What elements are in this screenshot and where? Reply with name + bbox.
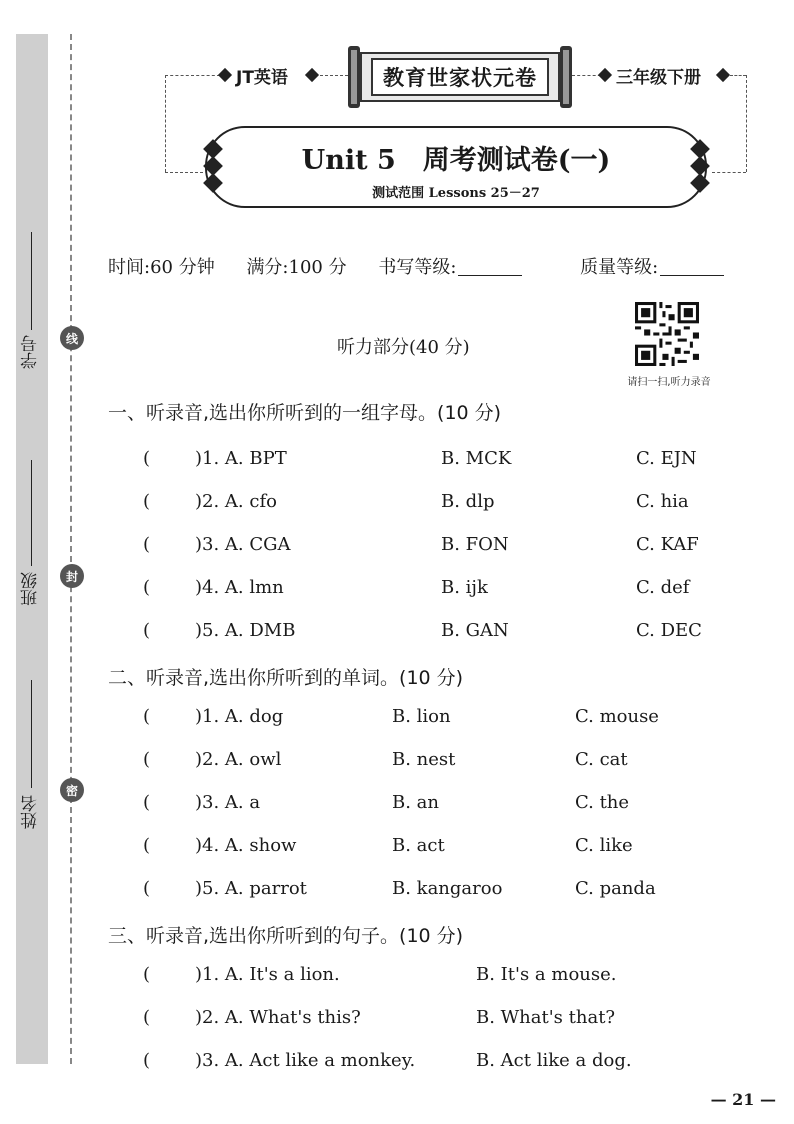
cut-line <box>70 34 72 1064</box>
answer-blank[interactable]: ( <box>143 749 151 770</box>
option-a: )2. A. What's this? <box>195 1007 361 1028</box>
diamond-icon <box>598 68 612 82</box>
student-id-blank[interactable] <box>31 232 32 330</box>
header-dash-left <box>165 75 220 76</box>
option-b: B. act <box>392 835 445 856</box>
option-b: B. It's a mouse. <box>476 964 617 985</box>
name-label: 姓名 <box>21 795 41 829</box>
brand-title: 教育世家状元卷 <box>371 58 549 96</box>
seal-feng: 封 <box>60 564 84 588</box>
header-dash-right <box>730 75 746 76</box>
option-a: )1. A. It's a lion. <box>195 964 340 985</box>
seal-xian: 线 <box>60 326 84 350</box>
option-b: B. nest <box>392 749 456 770</box>
question-2-title: 二、听录音,选出你所听到的单词。(10 分) <box>108 667 464 689</box>
option-b: B. GAN <box>441 620 509 641</box>
binding-margin <box>16 34 48 1064</box>
answer-blank[interactable]: ( <box>143 835 151 856</box>
option-a: )3. A. Act like a monkey. <box>195 1050 416 1071</box>
option-a: )5. A. parrot <box>195 878 307 899</box>
option-b: B. ijk <box>441 577 488 598</box>
option-b: B. MCK <box>441 448 512 469</box>
writing-grade-label: 书写等级: <box>378 257 457 278</box>
header-dash-right-low <box>712 172 746 173</box>
option-a: )4. A. show <box>195 835 297 856</box>
answer-blank[interactable]: ( <box>143 534 151 555</box>
class-blank[interactable] <box>31 460 32 566</box>
seal-mi: 密 <box>60 778 84 802</box>
scroll-rod-left <box>348 46 360 108</box>
option-a: )1. A. BPT <box>195 448 287 469</box>
option-c: C. def <box>636 577 690 598</box>
option-c: C. mouse <box>575 706 659 727</box>
answer-blank[interactable]: ( <box>143 620 151 641</box>
question-1-title: 一、听录音,选出你所听到的一组字母。(10 分) <box>108 402 502 424</box>
page-number: — 21 — <box>710 1090 776 1109</box>
option-c: C. hia <box>636 491 689 512</box>
time-limit: 时间:60 分钟 <box>108 257 215 278</box>
option-a: )5. A. DMB <box>195 620 296 641</box>
option-b: B. FON <box>441 534 509 555</box>
series-tag: JT英语 <box>236 68 288 88</box>
option-a: )2. A. cfo <box>195 491 277 512</box>
brand-scroll <box>348 46 572 108</box>
option-c: C. EJN <box>636 448 697 469</box>
scroll-body <box>360 52 560 102</box>
diamond-icon <box>305 68 319 82</box>
answer-blank[interactable]: ( <box>143 448 151 469</box>
qr-code-icon[interactable] <box>634 301 700 367</box>
quality-grade-field[interactable] <box>580 257 750 278</box>
name-blank[interactable] <box>31 680 32 788</box>
option-b: B. lion <box>392 706 451 727</box>
header-dash-left-low <box>165 172 203 173</box>
quality-grade-label: 质量等级: <box>580 257 659 278</box>
scroll-rod-right <box>560 46 572 108</box>
header-dash-right-vert <box>746 75 747 172</box>
option-b: B. an <box>392 792 439 813</box>
class-label: 班级 <box>21 572 41 606</box>
writing-grade-blank[interactable] <box>458 275 522 276</box>
test-scope: 测试范围 Lessons 25－27 <box>372 186 540 201</box>
option-c: C. KAF <box>636 534 699 555</box>
grade-tag: 三年级下册 <box>616 68 701 88</box>
option-a: )4. A. lmn <box>195 577 284 598</box>
page-title: Unit 5 周考测试卷(一) <box>301 145 611 176</box>
exam-info <box>108 253 776 279</box>
diamond-icon <box>218 68 232 82</box>
quality-grade-blank[interactable] <box>660 275 724 276</box>
option-c: C. cat <box>575 749 628 770</box>
answer-blank[interactable]: ( <box>143 706 151 727</box>
option-b: B. Act like a dog. <box>476 1050 632 1071</box>
answer-blank[interactable]: ( <box>143 792 151 813</box>
header-dash <box>320 75 348 76</box>
answer-blank[interactable]: ( <box>143 1007 151 1028</box>
option-a: )3. A. CGA <box>195 534 291 555</box>
option-c: C. the <box>575 792 630 813</box>
answer-blank[interactable]: ( <box>143 577 151 598</box>
option-b: B. kangaroo <box>392 878 503 899</box>
option-c: C. like <box>575 835 633 856</box>
qr-caption: 请扫一扫,听力录音 <box>627 377 711 388</box>
student-id-label: 学号 <box>21 335 41 369</box>
option-c: C. panda <box>575 878 656 899</box>
full-score: 满分:100 分 <box>246 257 347 278</box>
option-c: C. DEC <box>636 620 702 641</box>
answer-blank[interactable]: ( <box>143 878 151 899</box>
option-a: )1. A. dog <box>195 706 284 727</box>
option-a: )2. A. owl <box>195 749 282 770</box>
option-b: B. What's that? <box>476 1007 616 1028</box>
header-dash-left-vert <box>165 75 166 172</box>
writing-grade-field[interactable] <box>378 257 548 278</box>
question-3-title: 三、听录音,选出你所听到的句子。(10 分) <box>108 925 464 947</box>
option-a: )3. A. a <box>195 792 261 813</box>
option-b: B. dlp <box>441 491 495 512</box>
section-heading: 听力部分(40 分) <box>337 337 470 358</box>
diamond-icon <box>716 68 730 82</box>
answer-blank[interactable]: ( <box>143 491 151 512</box>
answer-blank[interactable]: ( <box>143 964 151 985</box>
answer-blank[interactable]: ( <box>143 1050 151 1071</box>
